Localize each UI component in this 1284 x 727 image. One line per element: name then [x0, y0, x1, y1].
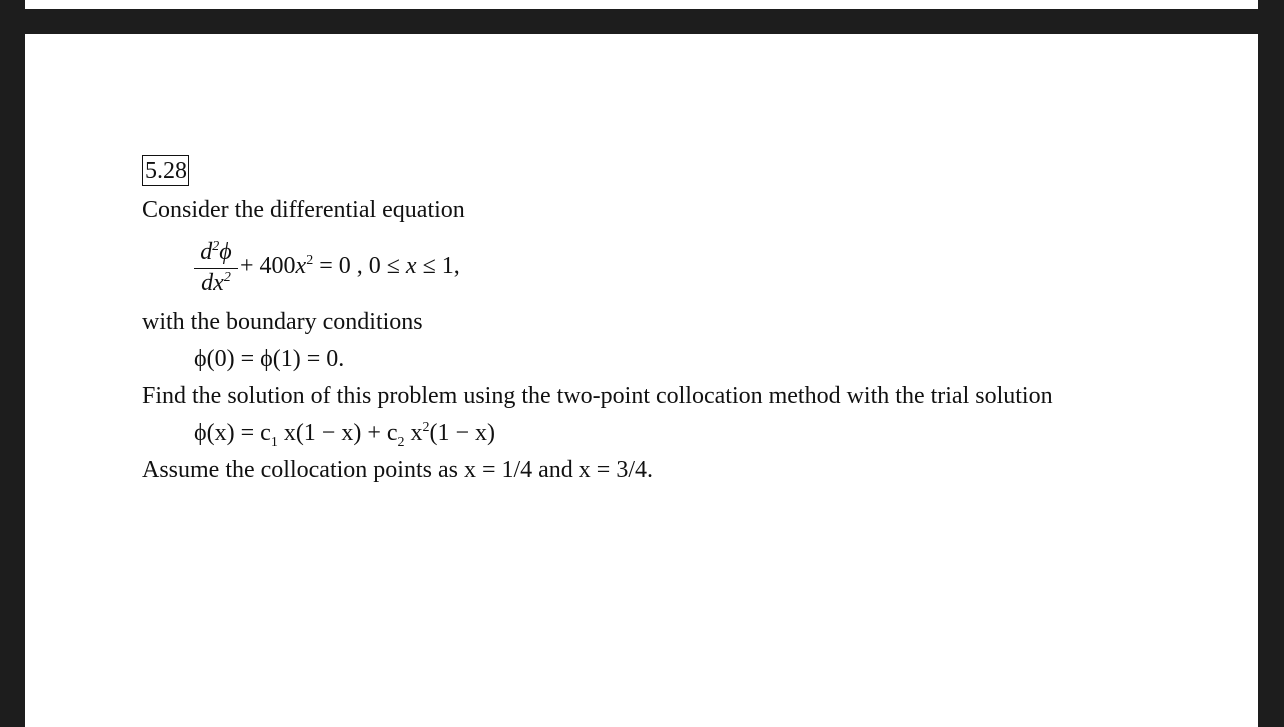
- problem-number: 5.28: [142, 155, 189, 186]
- fraction-denominator: $dx^2$: [201, 270, 231, 296]
- boundary-conditions: ϕ(0) = ϕ(1) = 0.: [194, 346, 345, 372]
- assumption-text: Assume the collocation points as x = 1/4 and x = 3/4.: [142, 457, 654, 483]
- derivative-fraction: [194, 238, 238, 297]
- boundary-intro: with the boundary conditions: [142, 309, 423, 335]
- task-text: Find the solution of this problem using the two-point collocation method with the trial solution: [142, 383, 1053, 409]
- fraction-numerator: $d^2\phi$: [200, 239, 232, 265]
- equation-rest: + $400x^2 = 0$ , 0 ≤ x ≤ 1,: [240, 253, 460, 279]
- top-page-edge: [25, 0, 1258, 9]
- intro-text: Consider the differential equation: [142, 197, 465, 223]
- document-page: [25, 34, 1258, 727]
- trial-solution: $\phi(x) = c_1$ $x(1 - x) + c_2$ $x^2(1 - x)$: [194, 420, 496, 450]
